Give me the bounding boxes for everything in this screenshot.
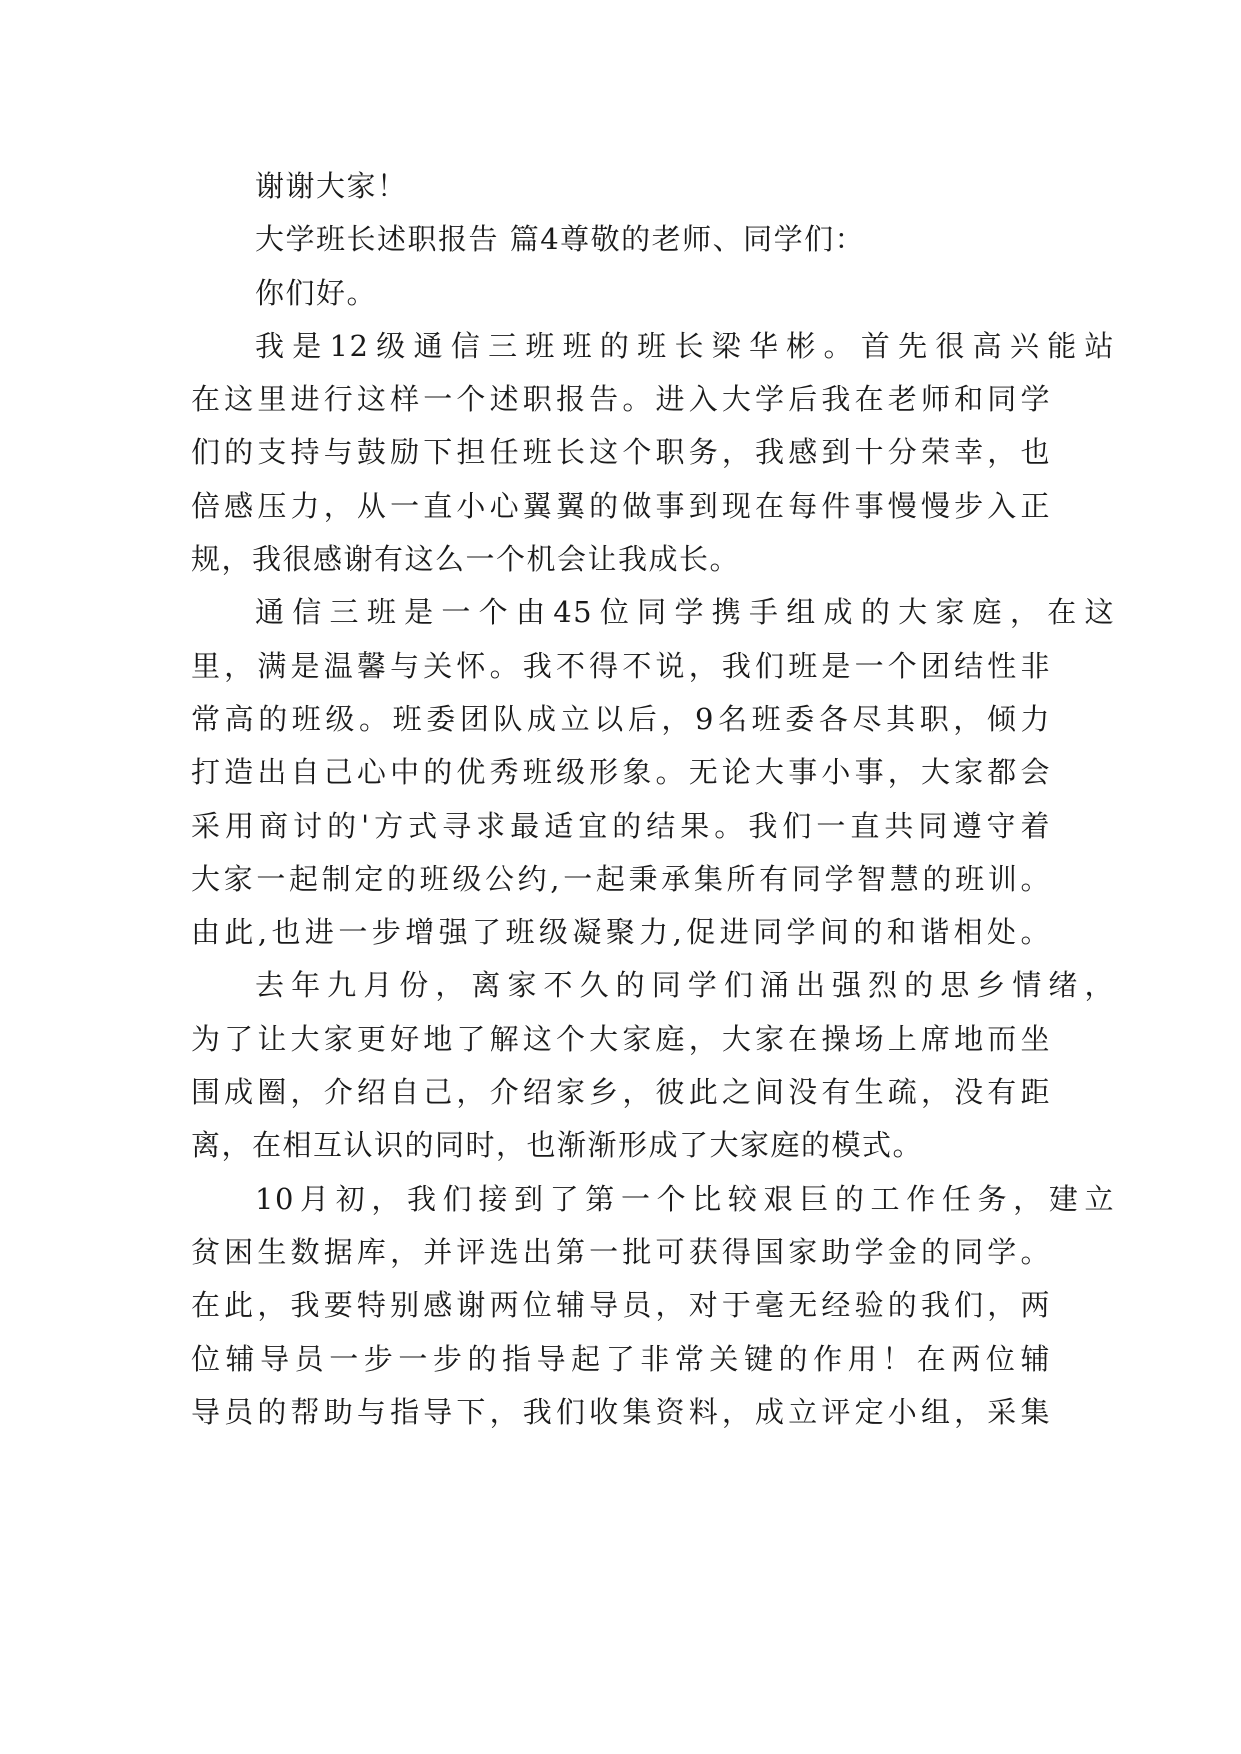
paragraph-1-line-3: 们的支持与鼓励下担任班长这个职务，我感到十分荣幸，也 (191, 435, 1051, 470)
paragraph-1-line-4: 倍感压力，从一直小心翼翼的做事到现在每件事慢慢步入正 (191, 488, 1051, 523)
paragraph-2-line-6: 大家一起制定的班级公约,一起秉承集所有同学智慧的班训。 (191, 861, 1051, 896)
paragraph-2-line-5: 采用商讨的'方式寻求最适宜的结果。我们一直共同遵守着 (191, 808, 1051, 843)
paragraph-3-line-4: 离，在相互认识的同时，也渐渐形成了大家庭的模式。 (191, 1128, 924, 1163)
paragraph-1-line-1: 我是12级通信三班班的班长梁华彬。首先很高兴能站 (255, 328, 1115, 363)
paragraph-1-line-5: 规，我很感谢有这么一个机会让我成长。 (191, 542, 741, 577)
greeting-line: 你们好。 (255, 275, 378, 310)
paragraph-4-line-3: 在此，我要特别感谢两位辅导员，对于毫无经验的我们，两 (191, 1288, 1051, 1323)
paragraph-2-line-3: 常高的班级。班委团队成立以后，9名班委各尽其职，倾力 (191, 701, 1051, 736)
paragraph-3-line-2: 为了让大家更好地了解这个大家庭，大家在操场上席地而坐 (191, 1021, 1051, 1056)
paragraph-2-line-1: 通信三班是一个由45位同学携手组成的大家庭，在这 (255, 595, 1115, 630)
paragraph-2-line-4: 打造出自己心中的优秀班级形象。无论大事小事，大家都会 (191, 755, 1051, 790)
closing-line: 谢谢大家！ (255, 169, 408, 203)
paragraph-2-line-2: 里，满是温馨与关怀。我不得不说，我们班是一个团结性非 (191, 648, 1051, 683)
paragraph-1-line-2: 在这里进行这样一个述职报告。进入大学后我在老师和同学 (191, 382, 1051, 417)
paragraph-3-line-1: 去年九月份，离家不久的同学们涌出强烈的思乡情绪， (255, 968, 1115, 1003)
paragraph-4-line-5: 导员的帮助与指导下，我们收集资料，成立评定小组，采集 (191, 1394, 1051, 1429)
paragraph-3-line-3: 围成圈，介绍自己，介绍家乡，彼此之间没有生疏，没有距 (191, 1075, 1051, 1110)
paragraph-4-line-4: 位辅导员一步一步的指导起了非常关键的作用！在两位辅 (191, 1341, 1051, 1376)
paragraph-2-line-7: 由此,也进一步增强了班级凝聚力,促进同学间的和谐相处。 (191, 915, 1051, 950)
paragraph-4-line-1: 10月初，我们接到了第一个比较艰巨的工作任务，建立 (255, 1181, 1115, 1216)
document-body (191, 160, 1115, 1439)
report-heading: 大学班长述职报告 篇4尊敬的老师、同学们： (255, 222, 866, 257)
paragraph-4-line-2: 贫困生数据库，并评选出第一批可获得国家助学金的同学。 (191, 1234, 1051, 1269)
